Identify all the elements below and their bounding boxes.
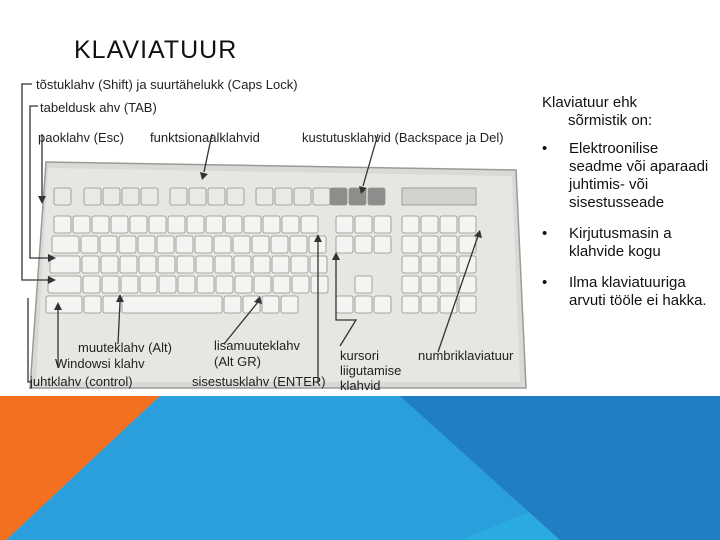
key-shape bbox=[233, 236, 250, 253]
bullet-dot: • bbox=[542, 140, 548, 157]
key-shape bbox=[273, 276, 290, 293]
key-shape bbox=[336, 236, 353, 253]
label-cursor-1: kursori bbox=[340, 348, 380, 363]
key-shape bbox=[92, 216, 109, 233]
key-shape bbox=[374, 236, 391, 253]
bullet-text: Ilma klaviatuuriga arvuti tööle ei hakka. bbox=[569, 274, 707, 309]
key-shape bbox=[83, 276, 100, 293]
key-shape bbox=[421, 216, 438, 233]
key-shape bbox=[234, 256, 251, 273]
bullet-dot: • bbox=[542, 274, 548, 291]
label-esc: paoklahv (Esc) bbox=[38, 130, 124, 145]
key-shape bbox=[138, 236, 155, 253]
key-shape bbox=[330, 188, 347, 205]
key-shape bbox=[227, 188, 244, 205]
key-shape bbox=[244, 216, 261, 233]
key-shape bbox=[440, 236, 457, 253]
key-shape bbox=[275, 188, 292, 205]
key-shape bbox=[157, 236, 174, 253]
key-shape bbox=[263, 216, 280, 233]
key-shape bbox=[208, 188, 225, 205]
key-shape bbox=[122, 188, 139, 205]
label-enter: sisestusklahv (ENTER) bbox=[192, 374, 326, 389]
text-panel bbox=[542, 94, 712, 323]
bullet-dot: • bbox=[542, 225, 548, 242]
key-shape bbox=[216, 276, 233, 293]
key-shape bbox=[374, 216, 391, 233]
key-shape bbox=[120, 256, 137, 273]
key-shape bbox=[459, 216, 476, 233]
bullet-text: Elektroonilise seadme või aparaadi juhtimis- või sisestusseade bbox=[569, 140, 709, 211]
key-shape bbox=[311, 276, 328, 293]
key-shape bbox=[52, 236, 79, 253]
key-shape bbox=[291, 256, 308, 273]
bullet-text: Kirjutusmasin a klahvide kogu bbox=[569, 225, 672, 260]
key-shape bbox=[215, 256, 232, 273]
key-shape bbox=[100, 236, 117, 253]
key-shape bbox=[82, 256, 99, 273]
key-shape bbox=[103, 188, 120, 205]
key-shape bbox=[176, 236, 193, 253]
key-shape bbox=[256, 188, 273, 205]
indicator-panel bbox=[402, 188, 476, 205]
key-shape bbox=[336, 296, 353, 313]
key-shape bbox=[139, 256, 156, 273]
key-shape bbox=[402, 276, 419, 293]
key-shape bbox=[149, 216, 166, 233]
key-shape bbox=[355, 296, 372, 313]
key-shape bbox=[102, 276, 119, 293]
label-altgr-1: lisamuuteklahv bbox=[214, 338, 300, 353]
key-shape bbox=[46, 296, 82, 313]
intro-line-2: sõrmistik on: bbox=[568, 112, 653, 129]
bullet-item bbox=[542, 274, 712, 310]
label-control: juhtklahv (control) bbox=[30, 374, 133, 389]
key-shape bbox=[141, 188, 158, 205]
label-function: funktsionaalklahvid bbox=[150, 130, 260, 145]
label-numpad: numbriklaviatuur bbox=[418, 348, 514, 363]
key-shape bbox=[168, 216, 185, 233]
key-shape bbox=[440, 216, 457, 233]
key-shape bbox=[121, 276, 138, 293]
key-shape bbox=[402, 216, 419, 233]
key-shape bbox=[54, 216, 71, 233]
key-shape bbox=[368, 188, 385, 205]
label-altgr-2: (Alt GR) bbox=[214, 354, 261, 369]
key-shape bbox=[206, 216, 223, 233]
decorative-band bbox=[0, 396, 720, 540]
key-shape bbox=[170, 188, 187, 205]
label-cursor-3: klahvid bbox=[340, 378, 381, 393]
key-shape bbox=[119, 236, 136, 253]
key-shape bbox=[402, 256, 419, 273]
label-cursor-2: liigutamise bbox=[340, 363, 402, 378]
key-shape bbox=[336, 216, 353, 233]
key-shape bbox=[101, 256, 118, 273]
key-shape bbox=[84, 188, 101, 205]
key-shape bbox=[187, 216, 204, 233]
key-shape bbox=[177, 256, 194, 273]
key-shape bbox=[159, 276, 176, 293]
key-shape bbox=[440, 256, 457, 273]
key-shape bbox=[73, 216, 90, 233]
intro-text bbox=[542, 94, 712, 130]
slide-title: KLAVIATUUR bbox=[74, 36, 238, 64]
key-shape bbox=[195, 236, 212, 253]
label-tab: tabeldusk ahv (TAB) bbox=[40, 100, 157, 115]
key-shape bbox=[294, 188, 311, 205]
key-shape bbox=[282, 216, 299, 233]
key-shape bbox=[272, 256, 289, 273]
key-shape bbox=[421, 236, 438, 253]
key-shape bbox=[225, 216, 242, 233]
key-shape bbox=[313, 188, 330, 205]
key-shape bbox=[103, 296, 120, 313]
key-shape bbox=[402, 296, 419, 313]
key-shape bbox=[253, 256, 270, 273]
key-shape bbox=[271, 236, 288, 253]
key-shape bbox=[196, 256, 213, 273]
key-shape bbox=[84, 296, 101, 313]
intro-line-1: Klaviatuur ehk bbox=[542, 94, 638, 111]
key-shape bbox=[189, 188, 206, 205]
key-shape bbox=[214, 236, 231, 253]
key-shape bbox=[178, 276, 195, 293]
key-shape bbox=[301, 216, 318, 233]
label-delete: kustutusklahvid (Backspace ja Del) bbox=[302, 130, 504, 145]
key-shape bbox=[122, 296, 222, 313]
key-shape bbox=[355, 216, 372, 233]
bullet-item bbox=[542, 140, 712, 212]
bullet-item bbox=[542, 225, 712, 261]
label-alt: muuteklahv (Alt) bbox=[78, 340, 172, 355]
key-shape bbox=[421, 276, 438, 293]
key-shape bbox=[235, 276, 252, 293]
key-shape bbox=[254, 276, 271, 293]
key-shape bbox=[224, 296, 241, 313]
key-shape bbox=[355, 276, 372, 293]
label-windows: Windowsi klahv bbox=[55, 356, 145, 371]
key-shape bbox=[54, 188, 71, 205]
key-shape bbox=[290, 236, 307, 253]
key-shape bbox=[355, 236, 372, 253]
key-shape bbox=[440, 276, 457, 293]
keyboard-figure bbox=[18, 70, 538, 398]
key-shape bbox=[402, 236, 419, 253]
key-shape bbox=[111, 216, 128, 233]
key-shape bbox=[281, 296, 298, 313]
key-shape bbox=[374, 296, 391, 313]
key-shape bbox=[421, 296, 438, 313]
label-shift: tõstuklahv (Shift) ja suurtähelukk (Caps Lock) bbox=[36, 77, 298, 92]
key-shape bbox=[252, 236, 269, 253]
key-shape bbox=[81, 236, 98, 253]
key-shape bbox=[197, 276, 214, 293]
key-shape bbox=[262, 296, 279, 313]
key-shape bbox=[158, 256, 175, 273]
key-shape bbox=[130, 216, 147, 233]
key-shape bbox=[459, 296, 476, 313]
key-shape bbox=[140, 276, 157, 293]
key-shape bbox=[421, 256, 438, 273]
key-shape bbox=[292, 276, 309, 293]
